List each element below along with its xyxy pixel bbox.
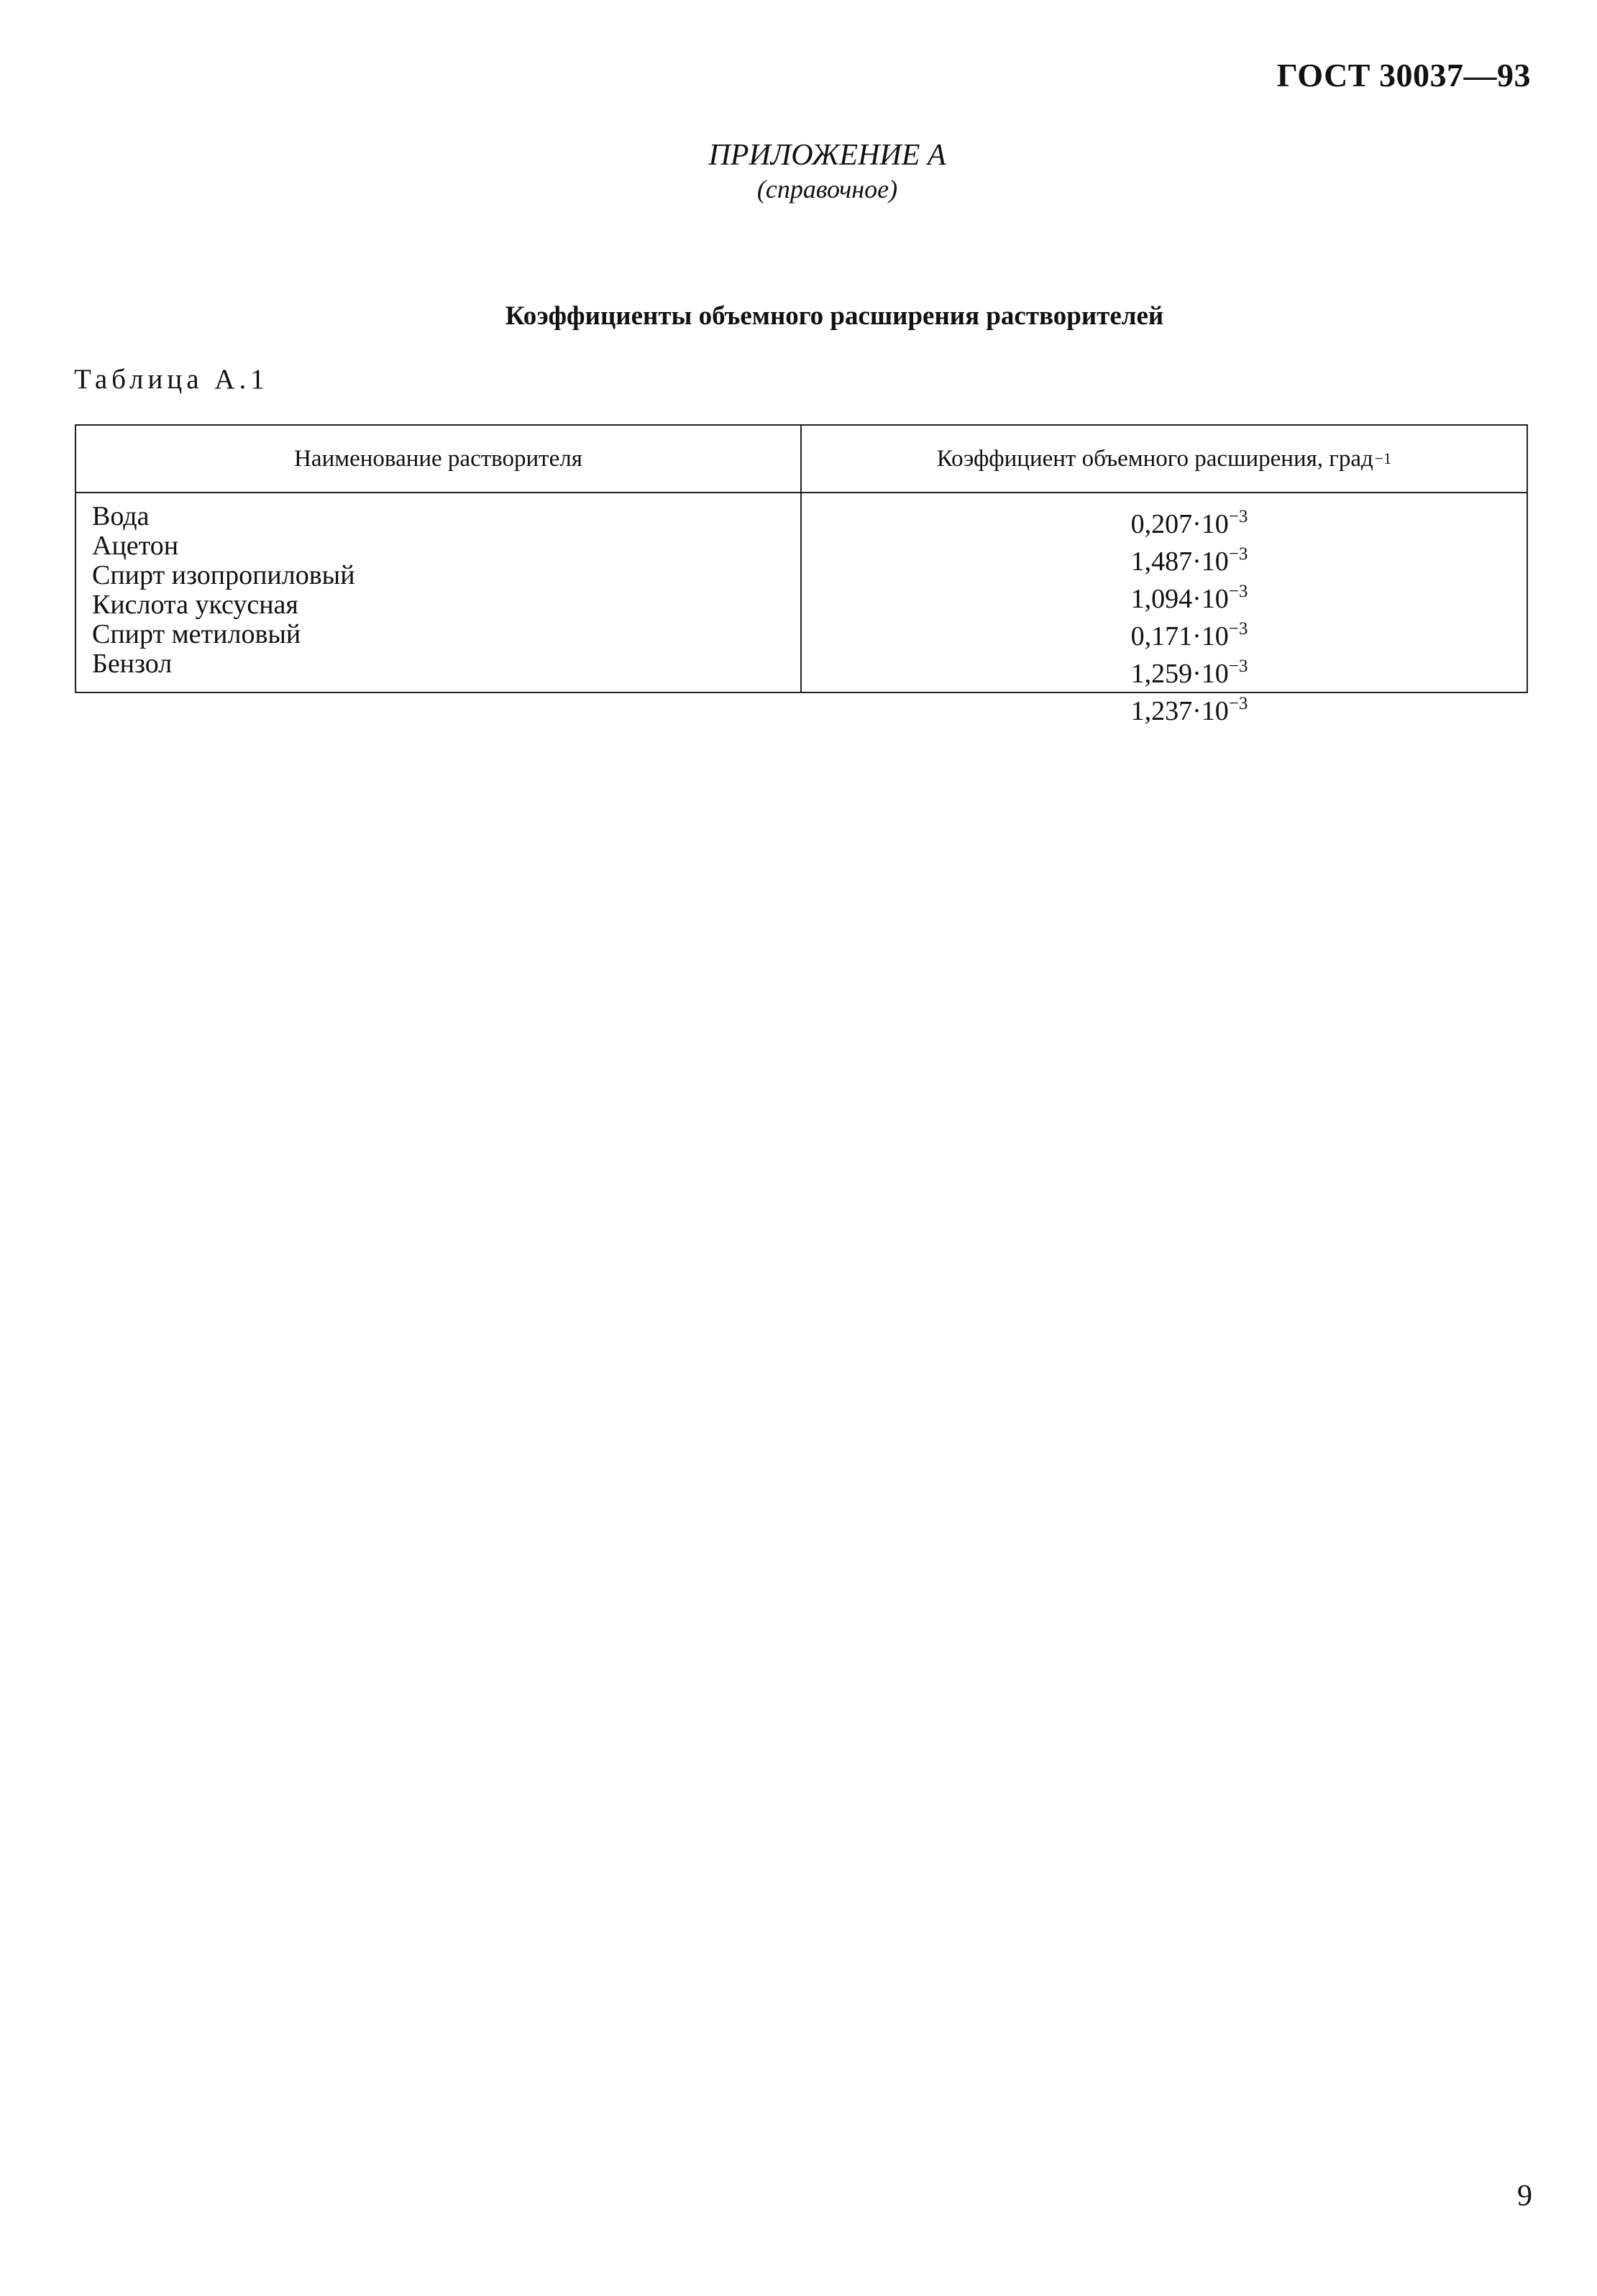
coefficient-list bbox=[802, 502, 1527, 726]
appendix-title: ПРИЛОЖЕНИЕ А bbox=[708, 139, 946, 172]
appendix-subtitle: (справочное) bbox=[756, 175, 898, 203]
column-header-coefficient-label: Коэффициент объемного расширения, град bbox=[936, 445, 1373, 472]
header-divider bbox=[76, 492, 1527, 493]
solvent-name: Ацетон bbox=[92, 531, 179, 561]
coefficient-exponent: −3 bbox=[1228, 694, 1248, 713]
coefficient-mantissa: 1,259·10 bbox=[1130, 659, 1229, 689]
column-header-coefficient bbox=[802, 426, 1527, 492]
coefficient-value bbox=[802, 502, 1527, 539]
coefficient-value bbox=[802, 614, 1527, 651]
coefficient-exponent: −3 bbox=[1228, 507, 1248, 526]
coefficient-value bbox=[802, 539, 1527, 577]
solvent-name: Спирт метиловый bbox=[92, 619, 301, 649]
coefficient-value bbox=[802, 689, 1527, 726]
coefficient-exponent: −3 bbox=[1228, 582, 1248, 601]
solvent-name: Кислота уксусная bbox=[92, 590, 298, 620]
appendix-heading bbox=[0, 138, 1597, 204]
coefficient-mantissa: 1,094·10 bbox=[1130, 584, 1229, 614]
table-title: Коэффициенты объемного расширения растворителей bbox=[505, 301, 1164, 331]
coefficient-mantissa: 1,487·10 bbox=[1130, 546, 1229, 577]
table-label: Таблица А.1 bbox=[74, 364, 269, 395]
coefficient-exponent: −3 bbox=[1228, 657, 1248, 676]
column-header-name bbox=[76, 426, 800, 492]
coefficient-exponent: −3 bbox=[1228, 544, 1248, 564]
coefficient-mantissa: 0,171·10 bbox=[1130, 621, 1229, 651]
standard-code: ГОСТ 30037—93 bbox=[1276, 57, 1531, 93]
solvent-name-list bbox=[92, 502, 355, 679]
column-header-unit-exponent: −1 bbox=[1374, 449, 1392, 467]
solvent-name: Бензол bbox=[92, 649, 173, 679]
page-number: 9 bbox=[1517, 2180, 1532, 2213]
solvent-name: Вода bbox=[92, 501, 150, 531]
solvent-name: Спирт изопропиловый bbox=[92, 560, 355, 590]
coefficient-mantissa: 0,207·10 bbox=[1130, 509, 1229, 539]
coefficient-value bbox=[802, 651, 1527, 689]
coefficient-mantissa: 1,237·10 bbox=[1130, 696, 1229, 726]
coefficient-exponent: −3 bbox=[1228, 619, 1248, 639]
column-header-name-label: Наименование растворителя bbox=[294, 445, 582, 472]
coefficient-value bbox=[802, 577, 1527, 614]
